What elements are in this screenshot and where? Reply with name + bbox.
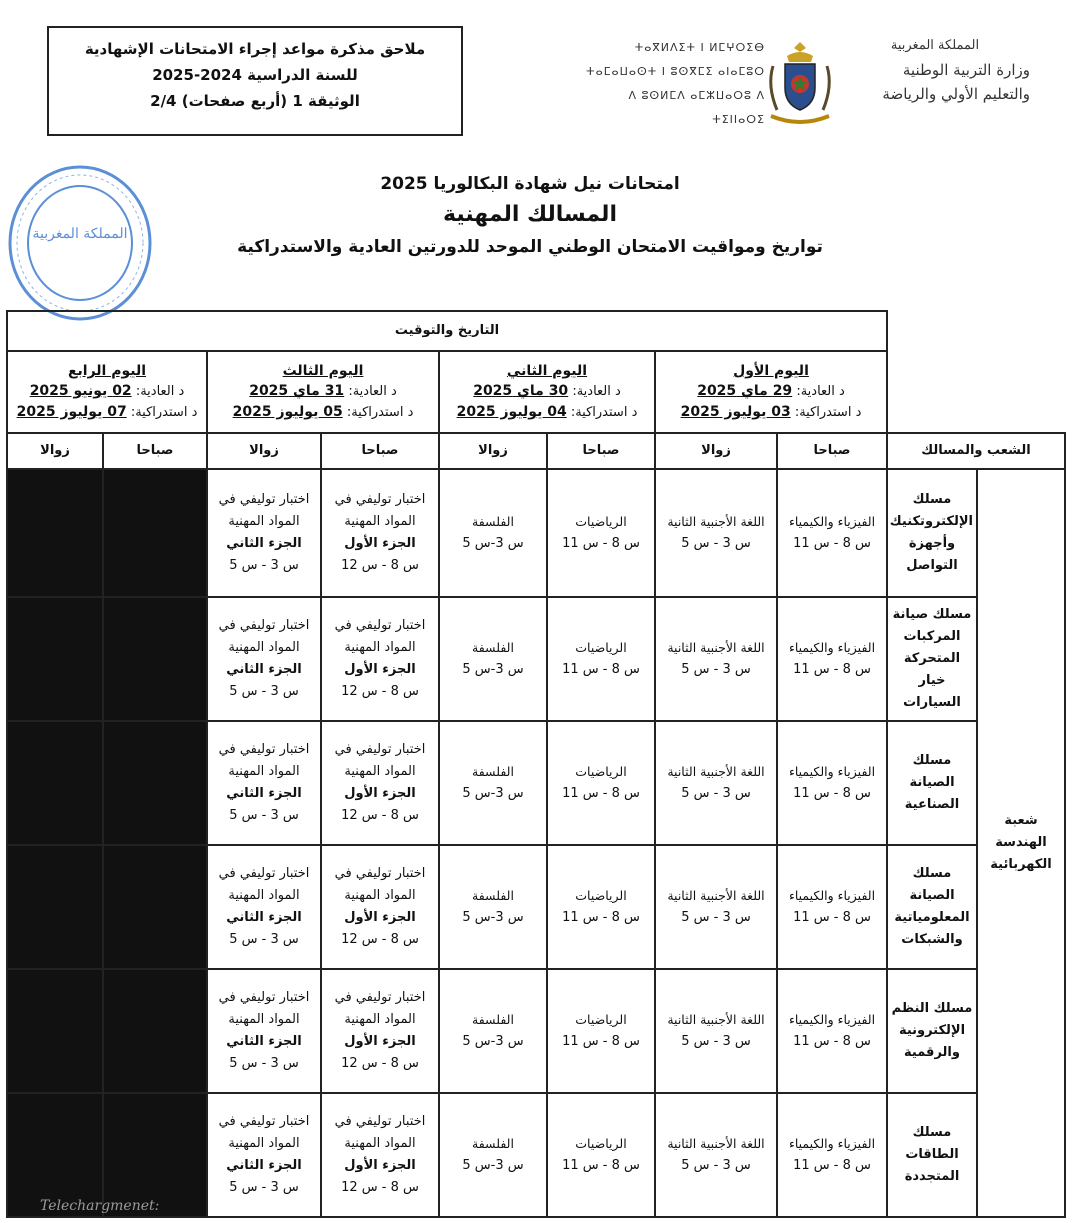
table-row (7, 845, 1065, 969)
ministry-line-1: المملكة المغربية (890, 38, 980, 53)
date-time-header: التاريخ والتوقيت (7, 311, 887, 351)
day-1-morning-cell: الفيزياء والكيمياء س 8 - س 11 (777, 469, 887, 597)
watermark: Telechargmenet: (40, 1198, 160, 1214)
day-4-morning-cell (103, 597, 207, 721)
day-4-header: اليوم الرابع د العادية: 02 يونيو 2025 د استدراكية: 07 يوليوز 2025 (7, 351, 207, 433)
schedule-table (6, 310, 1066, 1218)
day-1-morning-cell: الفيزياء والكيمياء س 8 - س 11 (777, 845, 887, 969)
day-1-morning-cell: الفيزياء والكيمياء س 8 - س 11 (777, 721, 887, 845)
day-1-morning-cell: الفيزياء والكيمياء س 8 - س 11 (777, 969, 887, 1093)
coat-of-arms-icon (765, 36, 835, 128)
day-3-afternoon-cell: اختبار توليفي في المواد المهنية الجزء الثاني س 3 - س 5 (207, 1093, 321, 1217)
day-2-afternoon-cell: الفلسفة س 3-س 5 (439, 721, 547, 845)
tracks-header: الشعب والمسالك (887, 433, 1065, 469)
day-2-morning-cell: الرياضيات س 8 - س 11 (547, 597, 655, 721)
track-label: مسلك صيانة المركبات المتحركة خيار السيارات (887, 597, 977, 721)
stamp-text: المملكة المغربية (32, 226, 128, 242)
table-row (7, 969, 1065, 1093)
day-1-header: اليوم الأول د العادية: 29 ماي 2025 د استدراكية: 03 يوليوز 2025 (655, 351, 887, 433)
day-3-morning-cell: اختبار توليفي في المواد المهنية الجزء الأول س 8 - س 12 (321, 597, 439, 721)
day-1-afternoon-cell: اللغة الأجنبية الثانية س 3 - س 5 (655, 969, 777, 1093)
track-label: مسلك الإلكتروتكنيك وأجهزة التواصل (887, 469, 977, 597)
annex-box (47, 26, 463, 136)
table-row (7, 469, 1065, 597)
day-4-afternoon-cell (7, 597, 103, 721)
document-titles (180, 170, 880, 262)
session-row (7, 433, 1065, 469)
day-3-afternoon-cell: اختبار توليفي في المواد المهنية الجزء الثاني س 3 - س 5 (207, 469, 321, 597)
day-2-morning-cell: الرياضيات س 8 - س 11 (547, 721, 655, 845)
schedule-subtitle: تواريخ ومواقيت الامتحان الوطني الموحد للدورتين العادية والاستدراكية (237, 237, 823, 257)
track-label: مسلك الطاقات المتجددة (887, 1093, 977, 1217)
day-4-morning-cell (103, 469, 207, 597)
day-2-afternoon-cell: الفلسفة س 3-س 5 (439, 845, 547, 969)
tifinagh-line-2: ⵜⴰⵎⴰⵡⴰⵙⵜ ⵏ ⵓⵙⴳⵎⵉ ⴰⵏⴰⵎⵓⵔ (586, 65, 765, 78)
annex-line-2: للسنة الدراسية 2024-2025 (152, 66, 358, 84)
day-2-afternoon-cell: الفلسفة س 3-س 5 (439, 969, 547, 1093)
day-3-morning-cell: اختبار توليفي في المواد المهنية الجزء الأول س 8 - س 12 (321, 469, 439, 597)
day-4-afternoon-cell (7, 845, 103, 969)
day-1-afternoon-cell: اللغة الأجنبية الثانية س 3 - س 5 (655, 597, 777, 721)
day-1-afternoon-cell: اللغة الأجنبية الثانية س 3 - س 5 (655, 1093, 777, 1217)
day-3-afternoon-cell: اختبار توليفي في المواد المهنية الجزء الثاني س 3 - س 5 (207, 969, 321, 1093)
table-row (7, 721, 1065, 845)
annex-line-1: ملاحق مذكرة مواعد إجراء الامتحانات الإشهادية (84, 40, 426, 58)
day-4-morning-cell (103, 845, 207, 969)
day-2-morning-cell: الرياضيات س 8 - س 11 (547, 1093, 655, 1217)
table-title-row (7, 311, 1065, 351)
day-2-afternoon-cell: الفلسفة س 3-س 5 (439, 469, 547, 597)
day-2-morning-header: صباحا (547, 433, 655, 469)
day-4-morning-cell (103, 969, 207, 1093)
day-3-morning-header: صباحا (321, 433, 439, 469)
day-3-morning-cell: اختبار توليفي في المواد المهنية الجزء الأول س 8 - س 12 (321, 1093, 439, 1217)
days-row (7, 351, 1065, 433)
day-3-morning-cell: اختبار توليفي في المواد المهنية الجزء الأول س 8 - س 12 (321, 969, 439, 1093)
day-2-morning-cell: الرياضيات س 8 - س 11 (547, 845, 655, 969)
day-3-header: اليوم الثالث د العادية: 31 ماي 2025 د استدراكية: 05 يوليوز 2025 (207, 351, 439, 433)
day-2-afternoon-cell: الفلسفة س 3-س 5 (439, 597, 547, 721)
day-1-afternoon-cell: اللغة الأجنبية الثانية س 3 - س 5 (655, 845, 777, 969)
day-3-afternoon-cell: اختبار توليفي في المواد المهنية الجزء الثاني س 3 - س 5 (207, 721, 321, 845)
day-2-afternoon-cell: الفلسفة س 3-س 5 (439, 1093, 547, 1217)
table-row (7, 1093, 1065, 1217)
day-4-afternoon-cell (7, 969, 103, 1093)
day-3-afternoon-cell: اختبار توليفي في المواد المهنية الجزء الثاني س 3 - س 5 (207, 597, 321, 721)
day-1-afternoon-cell: اللغة الأجنبية الثانية س 3 - س 5 (655, 469, 777, 597)
stream-title: المسالك المهنية (443, 202, 617, 227)
table-row (7, 597, 1065, 721)
ministry-line-2: وزارة التربية الوطنية (902, 61, 1030, 79)
annex-line-3: الوثيقة 1 (أربع صفحات) 2/4 (150, 92, 360, 110)
day-4-afternoon-cell (7, 721, 103, 845)
branch-label: شعبة الهندسة الكهربائية (977, 469, 1065, 1217)
day-1-morning-cell: الفيزياء والكيمياء س 8 - س 11 (777, 1093, 887, 1217)
tifinagh-line-1: ⵜⴰⴳⵍⴷⵉⵜ ⵏ ⵍⵎⵖⵔⵉⴱ (634, 41, 765, 54)
official-stamp (5, 163, 155, 323)
tifinagh-line-3: ⴷ ⵓⵙⵍⵎⴷ ⴰⵎⵣⵡⴰⵔⵓ ⴷ ⵜⵉⵏⵏⴰⵔⵉ (628, 89, 765, 126)
day-2-morning-cell: الرياضيات س 8 - س 11 (547, 969, 655, 1093)
day-4-morning-cell (103, 721, 207, 845)
track-label: مسلك الصيانة المعلومياتية والشبكات (887, 845, 977, 969)
day-3-afternoon-cell: اختبار توليفي في المواد المهنية الجزء الثاني س 3 - س 5 (207, 845, 321, 969)
day-3-morning-cell: اختبار توليفي في المواد المهنية الجزء الأول س 8 - س 12 (321, 721, 439, 845)
day-2-header: اليوم الثاني د العادية: 30 ماي 2025 د استدراكية: 04 يوليوز 2025 (439, 351, 655, 433)
day-3-afternoon-header: زوالا (207, 433, 321, 469)
day-2-afternoon-header: زوالا (439, 433, 547, 469)
tifinagh-header (585, 36, 765, 132)
day-1-morning-cell: الفيزياء والكيمياء س 8 - س 11 (777, 597, 887, 721)
day-1-afternoon-header: زوالا (655, 433, 777, 469)
ministry-line-3: والتعليم الأولي والرياضة (882, 85, 1030, 103)
track-label: مسلك الصيانة الصناعية (887, 721, 977, 845)
day-3-morning-cell: اختبار توليفي في المواد المهنية الجزء الأول س 8 - س 12 (321, 845, 439, 969)
track-label: مسلك النظم الإلكترونية والرقمية (887, 969, 977, 1093)
day-1-afternoon-cell: اللغة الأجنبية الثانية س 3 - س 5 (655, 721, 777, 845)
ministry-header (840, 34, 1030, 106)
day-2-morning-cell: الرياضيات س 8 - س 11 (547, 469, 655, 597)
day-1-morning-header: صباحا (777, 433, 887, 469)
day-4-morning-header: صباحا (103, 433, 207, 469)
day-4-afternoon-cell (7, 469, 103, 597)
day-4-afternoon-header: زوالا (7, 433, 103, 469)
exam-title: امتحانات نيل شهادة البكالوريا 2025 (380, 174, 680, 194)
